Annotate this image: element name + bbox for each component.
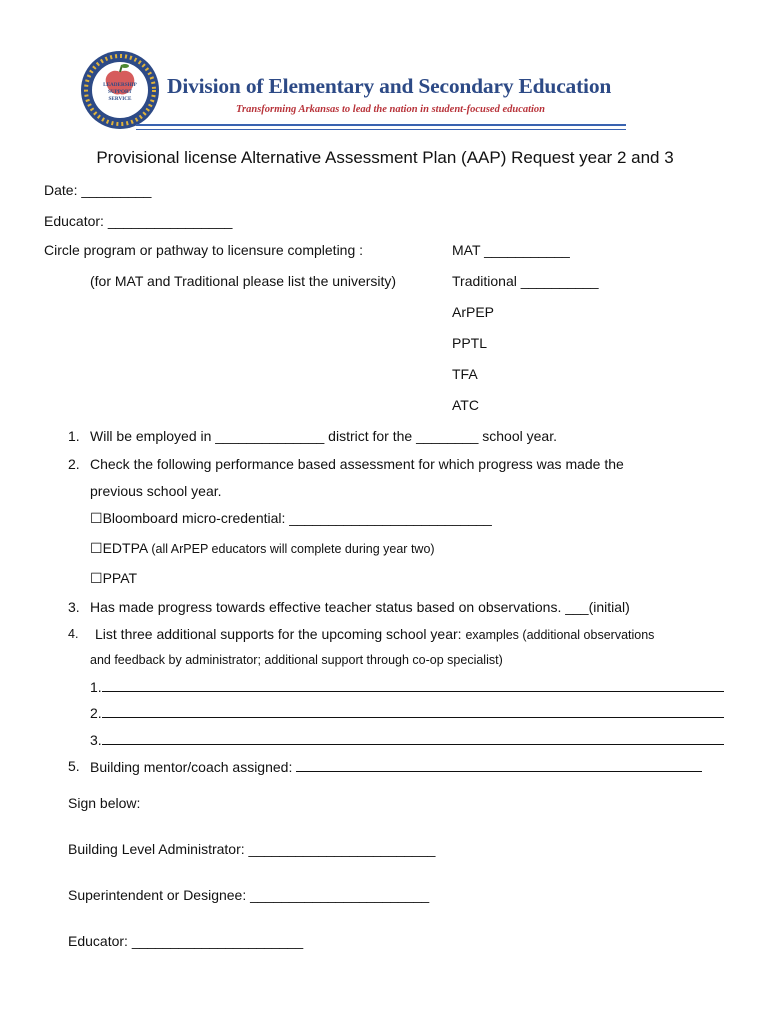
item-number: 2. — [68, 456, 80, 472]
svg-text:SERVICE: SERVICE — [108, 96, 132, 102]
leadership-support-seal-logo — [80, 50, 160, 130]
checkbox-icon[interactable]: ☐ — [90, 511, 103, 527]
sign-heading: Sign below: — [68, 795, 141, 811]
item-number: 3. — [68, 599, 80, 615]
header-rule-thin — [136, 129, 626, 130]
program-option-atc[interactable]: ATC — [452, 397, 479, 413]
header-rule — [136, 124, 626, 126]
educator-signature-field[interactable]: Educator: ______________________ — [68, 933, 304, 949]
item-number: 1. — [68, 428, 80, 444]
support-blank[interactable] — [102, 704, 724, 718]
document-title: Provisional license Alternative Assessment Plan (AAP) Request year 2 and 3 — [96, 148, 674, 167]
program-option-pptl[interactable]: PPTL — [452, 335, 488, 351]
program-prompt: Circle program or pathway to licensure completing : — [44, 242, 364, 258]
support-number: 1. — [90, 679, 102, 695]
support-number: 2. — [90, 705, 102, 721]
organization-tagline: Transforming Arkansas to lead the nation in student-focused education — [236, 104, 546, 115]
edtpa-note: (all ArPEP educators will complete during year two) — [151, 542, 435, 556]
svg-text:LEADERSHIP: LEADERSHIP — [103, 82, 137, 88]
assessment-prompt: Check the following performance based assessment for which progress was made the — [90, 456, 624, 472]
bloomboard-label: Bloomboard micro-credential: __________________________ — [102, 510, 492, 526]
item-number: 5. — [68, 758, 80, 774]
date-field[interactable]: Date: _________ — [44, 182, 152, 198]
assessment-prompt-cont: previous school year. — [90, 483, 222, 499]
superintendent-signature-field[interactable]: Superintendent or Designee: _______________________ — [68, 887, 430, 903]
support-line-1[interactable] — [90, 678, 724, 695]
program-option-arpep[interactable]: ArPEP — [452, 304, 495, 320]
admin-signature-field[interactable]: Building Level Administrator: ________________________ — [68, 841, 436, 857]
support-line-2[interactable] — [90, 704, 724, 721]
supports-prompt — [95, 626, 654, 642]
mentor-blank[interactable] — [296, 758, 702, 772]
svg-text:SUPPORT: SUPPORT — [107, 89, 133, 95]
supports-examples-cont: and feedback by administrator; additional support through co-op specialist) — [90, 653, 503, 667]
supports-examples: examples (additional observations — [465, 628, 655, 642]
progress-statement[interactable]: Has made progress towards effective teacher status based on observations. ___(initial) — [90, 599, 630, 615]
bloomboard-option[interactable] — [90, 510, 492, 527]
support-line-3[interactable] — [90, 731, 724, 748]
item-number: 4. — [68, 627, 79, 641]
support-blank[interactable] — [102, 678, 724, 692]
program-option-mat[interactable]: MAT ___________ — [452, 242, 570, 258]
ppat-label: PPAT — [102, 570, 138, 586]
program-note: (for MAT and Traditional please list the university) — [90, 273, 397, 289]
edtpa-label: EDTPA — [102, 540, 148, 556]
checkbox-icon[interactable]: ☐ — [90, 541, 103, 557]
supports-prompt-text: List three additional supports for the upcoming school year: — [95, 626, 462, 642]
checkbox-icon[interactable]: ☐ — [90, 571, 103, 587]
mentor-field[interactable] — [90, 758, 702, 775]
mentor-label: Building mentor/coach assigned: — [90, 759, 293, 775]
support-number: 3. — [90, 732, 102, 748]
support-blank[interactable] — [102, 731, 724, 745]
program-option-traditional[interactable]: Traditional __________ — [452, 273, 599, 289]
ppat-option[interactable] — [90, 570, 137, 587]
edtpa-option[interactable] — [90, 540, 435, 557]
employment-statement[interactable]: Will be employed in ______________ district for the ________ school year. — [90, 428, 557, 444]
educator-field[interactable]: Educator: ________________ — [44, 213, 233, 229]
organization-name: Division of Elementary and Secondary Education — [167, 74, 612, 98]
program-option-tfa[interactable]: TFA — [452, 366, 478, 382]
